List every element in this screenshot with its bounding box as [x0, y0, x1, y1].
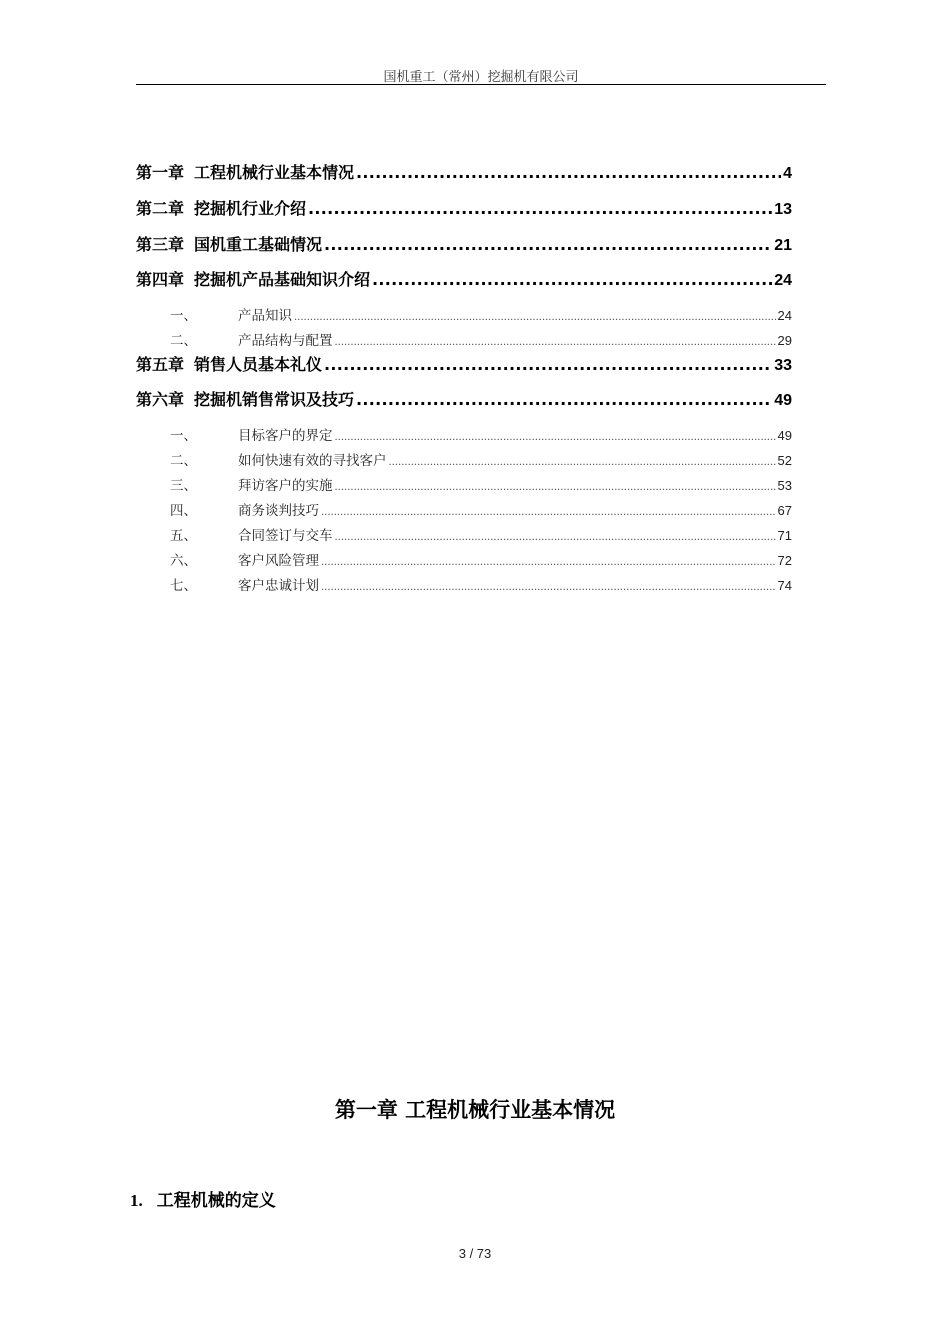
toc-subitem-title: 客户忠诚计划 — [238, 578, 319, 594]
toc-page-number: 29 — [777, 333, 792, 348]
toc-chapter-title: 挖掘机行业介绍 — [194, 199, 307, 218]
page-footer: 3 / 73 — [458, 1246, 492, 1261]
section-heading — [130, 1186, 276, 1211]
toc-chapter-2[interactable] — [136, 196, 792, 219]
toc-page-number: 67 — [777, 503, 792, 518]
section-number: 1. — [130, 1191, 143, 1210]
toc-leader — [335, 432, 776, 443]
toc-subitem[interactable] — [136, 424, 792, 444]
toc-leader — [372, 270, 772, 289]
toc-page-number: 13 — [774, 201, 792, 218]
toc-subitem[interactable] — [136, 449, 792, 469]
toc-leader — [356, 390, 772, 409]
toc-page-number: 53 — [777, 478, 792, 493]
toc-leader — [324, 355, 772, 374]
toc-chapter-title: 销售人员基本礼仪 — [194, 355, 323, 374]
toc-chapter-5[interactable] — [136, 352, 792, 375]
toc-subitem-number: 二、 — [170, 453, 197, 469]
toc-chapter-label: 第一章 — [136, 163, 185, 182]
toc-subitem-number: 一、 — [170, 428, 197, 444]
toc-leader — [321, 582, 776, 593]
toc-page-number: 71 — [777, 528, 792, 543]
toc-page-number: 52 — [777, 453, 792, 468]
toc-subitem-number: 二、 — [170, 333, 197, 349]
toc-chapter-4[interactable] — [136, 267, 792, 290]
toc-page-number: 72 — [777, 553, 792, 568]
toc-subitem[interactable] — [136, 329, 792, 349]
toc-leader — [389, 457, 776, 468]
toc-subitem-number: 七、 — [170, 578, 197, 594]
toc-leader — [335, 337, 776, 348]
toc-subitem-title: 产品知识 — [238, 308, 292, 324]
toc-leader — [335, 532, 776, 543]
toc-subitem-title: 产品结构与配置 — [238, 333, 333, 349]
header-rule — [136, 84, 826, 85]
toc-subitem-number: 一、 — [170, 308, 197, 324]
chapter-heading: 第一章 工程机械行业基本情况 — [334, 1098, 616, 1122]
toc-leader — [321, 557, 776, 568]
toc-chapter-title: 挖掘机产品基础知识介绍 — [194, 270, 371, 289]
toc-leader — [294, 312, 776, 323]
toc-subitem-number: 三、 — [170, 478, 197, 494]
page-header: 国机重工（常州）挖掘机有限公司 — [383, 70, 579, 85]
toc-page-number: 24 — [777, 308, 792, 323]
toc-chapter-1[interactable] — [136, 160, 792, 183]
toc-chapter-label: 第三章 — [136, 235, 185, 254]
toc-chapter-title: 工程机械行业基本情况 — [194, 163, 355, 182]
toc-page-number: 74 — [777, 578, 792, 593]
toc-chapter-title: 国机重工基础情况 — [194, 235, 323, 254]
toc-subitem-number: 五、 — [170, 528, 197, 544]
toc-chapter-3[interactable] — [136, 232, 792, 255]
toc-page-number: 21 — [774, 237, 792, 254]
toc-subitem-number: 六、 — [170, 553, 197, 569]
toc-page-number: 49 — [774, 392, 792, 409]
toc-leader — [335, 482, 776, 493]
toc-leader — [321, 507, 776, 518]
toc-subitem-title: 如何快速有效的寻找客户 — [238, 453, 387, 469]
toc-chapter-label: 第四章 — [136, 270, 185, 289]
toc-subitem[interactable] — [136, 574, 792, 594]
toc-subitem-number: 四、 — [170, 503, 197, 519]
toc-chapter-label: 第六章 — [136, 390, 185, 409]
toc-subitem[interactable] — [136, 474, 792, 494]
toc-subitem-title: 商务谈判技巧 — [238, 503, 319, 519]
toc-chapter-title: 挖掘机销售常识及技巧 — [194, 390, 355, 409]
toc-subitem-title: 目标客户的界定 — [238, 428, 333, 444]
toc-leader — [356, 163, 781, 182]
toc-page-number: 4 — [783, 165, 792, 182]
toc-page-number: 49 — [777, 428, 792, 443]
section-title: 工程机械的定义 — [156, 1191, 276, 1211]
toc-page-number: 24 — [774, 272, 792, 289]
toc-leader — [324, 235, 772, 254]
toc-subitem[interactable] — [136, 499, 792, 519]
toc-page-number: 33 — [774, 357, 792, 374]
toc-chapter-label: 第五章 — [136, 355, 185, 374]
toc-chapter-6[interactable] — [136, 387, 792, 410]
toc-subitem[interactable] — [136, 304, 792, 324]
toc-subitem-title: 客户风险管理 — [238, 553, 319, 569]
toc-subitem[interactable] — [136, 524, 792, 544]
toc-subitem[interactable] — [136, 549, 792, 569]
toc-subitem-title: 合同签订与交车 — [238, 528, 333, 544]
toc-subitem-title: 拜访客户的实施 — [238, 478, 333, 494]
toc-leader — [308, 199, 772, 218]
toc-chapter-label: 第二章 — [136, 199, 185, 218]
